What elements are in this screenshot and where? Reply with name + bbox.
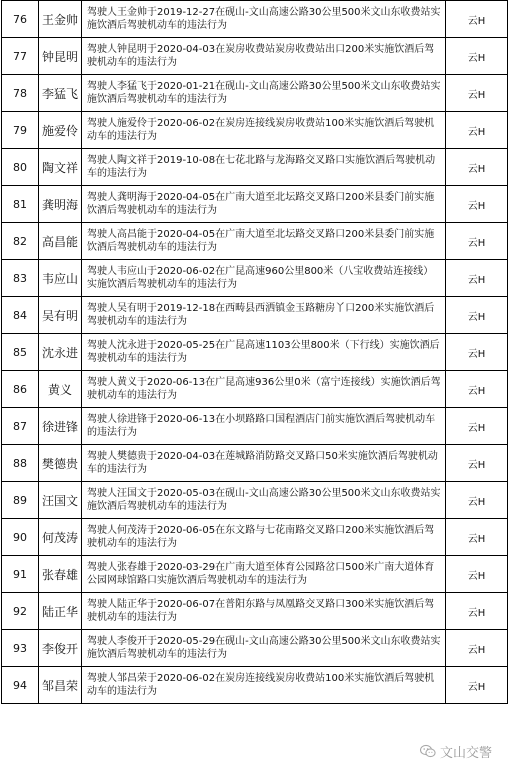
driver-name: 陆正华 (39, 593, 82, 630)
driver-name: 韦应山 (39, 260, 82, 297)
watermark (420, 733, 508, 769)
table-row (2, 186, 508, 223)
driver-name: 王金帅 (39, 1, 82, 38)
plate-prefix: 云H (446, 556, 508, 593)
plate-prefix: 云H (446, 1, 508, 38)
table-row (2, 75, 508, 112)
row-number: 82 (2, 223, 39, 260)
violations-table-body (2, 1, 508, 704)
row-number: 81 (2, 186, 39, 223)
plate-prefix: 云H (446, 149, 508, 186)
row-number: 85 (2, 334, 39, 371)
row-number: 83 (2, 260, 39, 297)
violation-description: 驾驶人高昌能于2020-04-05在广南大道至北坛路交叉路口200米县委门前实施饮酒后驾驶机动车的违法行为 (82, 223, 446, 260)
plate-prefix: 云H (446, 260, 508, 297)
wechat-icon (420, 744, 436, 758)
driver-name: 黄义 (39, 371, 82, 408)
table-row (2, 519, 508, 556)
plate-prefix: 云H (446, 75, 508, 112)
table-row (2, 297, 508, 334)
driver-name: 钟昆明 (39, 38, 82, 75)
driver-name: 张春雄 (39, 556, 82, 593)
violation-description: 驾驶人吴有明于2019-12-18在西畴县西洒镇金玉路糖房丫口200米实施饮酒后驾驶机动车的违法行为 (82, 297, 446, 334)
row-number: 91 (2, 556, 39, 593)
row-number: 93 (2, 630, 39, 667)
row-number: 86 (2, 371, 39, 408)
table-row (2, 445, 508, 482)
violations-table (1, 0, 508, 704)
table-row (2, 223, 508, 260)
violation-description: 驾驶人李猛飞于2020-01-21在砚山-文山高速公路30公里500米文山东收费站实施饮酒后驾驶机动车的违法行为 (82, 75, 446, 112)
row-number: 79 (2, 112, 39, 149)
row-number: 77 (2, 38, 39, 75)
table-row (2, 593, 508, 630)
violation-description: 驾驶人韦应山于2020-06-02在广昆高速960公里800米（八宝收费站连接线）实施饮酒后驾驶机动车的违法行为 (82, 260, 446, 297)
plate-prefix: 云H (446, 38, 508, 75)
violation-description: 驾驶人施爱伶于2020-06-02在炭房连接线炭房收费站100米实施饮酒后驾驶机动车的违法行为 (82, 112, 446, 149)
row-number: 87 (2, 408, 39, 445)
row-number: 78 (2, 75, 39, 112)
table-row (2, 630, 508, 667)
violation-description: 驾驶人张春雄于2020-03-29在广南大道至体育公园路岔口500米广南大道体育公园网球馆路口实施饮酒后驾驶机动车的违法行为 (82, 556, 446, 593)
driver-name: 汪国文 (39, 482, 82, 519)
driver-name: 邹昌荣 (39, 667, 82, 704)
table-row (2, 149, 508, 186)
plate-prefix: 云H (446, 445, 508, 482)
plate-prefix: 云H (446, 408, 508, 445)
driver-name: 吴有明 (39, 297, 82, 334)
driver-name: 施爱伶 (39, 112, 82, 149)
violation-description: 驾驶人徐进锋于2020-06-13在小坝路路口国程酒店门前实施饮酒后驾驶机动车的违法行为 (82, 408, 446, 445)
table-row (2, 408, 508, 445)
row-number: 76 (2, 1, 39, 38)
plate-prefix: 云H (446, 519, 508, 556)
table-row (2, 38, 508, 75)
violation-description: 驾驶人汪国文于2020-05-03在砚山-文山高速公路30公里500米文山东收费站实施饮酒后驾驶机动车的违法行为 (82, 482, 446, 519)
driver-name: 李俊开 (39, 630, 82, 667)
violation-description: 驾驶人樊德贵于2020-04-03在莲城路消防路交叉路口50米实施饮酒后驾驶机动车的违法行为 (82, 445, 446, 482)
plate-prefix: 云H (446, 334, 508, 371)
plate-prefix: 云H (446, 667, 508, 704)
plate-prefix: 云H (446, 630, 508, 667)
table-row (2, 112, 508, 149)
violation-description: 驾驶人王金帅于2019-12-27在砚山-文山高速公路30公里500米文山东收费站实施饮酒后驾驶机动车的违法行为 (82, 1, 446, 38)
violation-description: 驾驶人龚明海于2020-04-05在广南大道至北坛路交叉路口200米县委门前实施饮酒后驾驶机动车的违法行为 (82, 186, 446, 223)
plate-prefix: 云H (446, 186, 508, 223)
violation-description: 驾驶人陆正华于2020-06-07在普阳东路与凤凰路交叉路口300米实施饮酒后驾驶机动车的违法行为 (82, 593, 446, 630)
driver-name: 陶文祥 (39, 149, 82, 186)
plate-prefix: 云H (446, 371, 508, 408)
row-number: 89 (2, 482, 39, 519)
table-row (2, 371, 508, 408)
row-number: 92 (2, 593, 39, 630)
driver-name: 龚明海 (39, 186, 82, 223)
plate-prefix: 云H (446, 297, 508, 334)
row-number: 94 (2, 667, 39, 704)
row-number: 90 (2, 519, 39, 556)
violation-description: 驾驶人沈永进于2020-05-25在广昆高速1103公里800米（下行线）实施饮酒后驾驶机动车的违法行为 (82, 334, 446, 371)
row-number: 80 (2, 149, 39, 186)
plate-prefix: 云H (446, 593, 508, 630)
plate-prefix: 云H (446, 112, 508, 149)
table-row (2, 1, 508, 38)
table-row (2, 556, 508, 593)
violation-description: 驾驶人李俊开于2020-05-29在砚山-文山高速公路30公里500米文山东收费站实施饮酒后驾驶机动车的违法行为 (82, 630, 446, 667)
plate-prefix: 云H (446, 223, 508, 260)
driver-name: 何茂涛 (39, 519, 82, 556)
driver-name: 高昌能 (39, 223, 82, 260)
row-number: 88 (2, 445, 39, 482)
table-row (2, 334, 508, 371)
table-row (2, 260, 508, 297)
driver-name: 樊德贵 (39, 445, 82, 482)
row-number: 84 (2, 297, 39, 334)
table-row (2, 482, 508, 519)
violation-description: 驾驶人陶文祥于2019-10-08在七花北路与龙海路交叉路口实施饮酒后驾驶机动车的违法行为 (82, 149, 446, 186)
violation-description: 驾驶人何茂涛于2020-06-05在东文路与七花南路交叉路口200米实施饮酒后驾驶机动车的违法行为 (82, 519, 446, 556)
violation-description: 驾驶人邹昌荣于2020-06-02在炭房连接线炭房收费站100米实施饮酒后驾驶机动车的违法行为 (82, 667, 446, 704)
driver-name: 李猛飞 (39, 75, 82, 112)
watermark-text: 文山交警 (440, 745, 493, 761)
violation-description: 驾驶人钟昆明于2020-04-03在炭房收费站炭房收费站出口200米实施饮酒后驾驶机动车的违法行为 (82, 38, 446, 75)
table-row (2, 667, 508, 704)
driver-name: 徐进锋 (39, 408, 82, 445)
plate-prefix: 云H (446, 482, 508, 519)
violation-description: 驾驶人黄义于2020-06-13在广昆高速936公里0米（富宁连接线）实施饮酒后驾驶机动车的违法行为 (82, 371, 446, 408)
driver-name: 沈永进 (39, 334, 82, 371)
